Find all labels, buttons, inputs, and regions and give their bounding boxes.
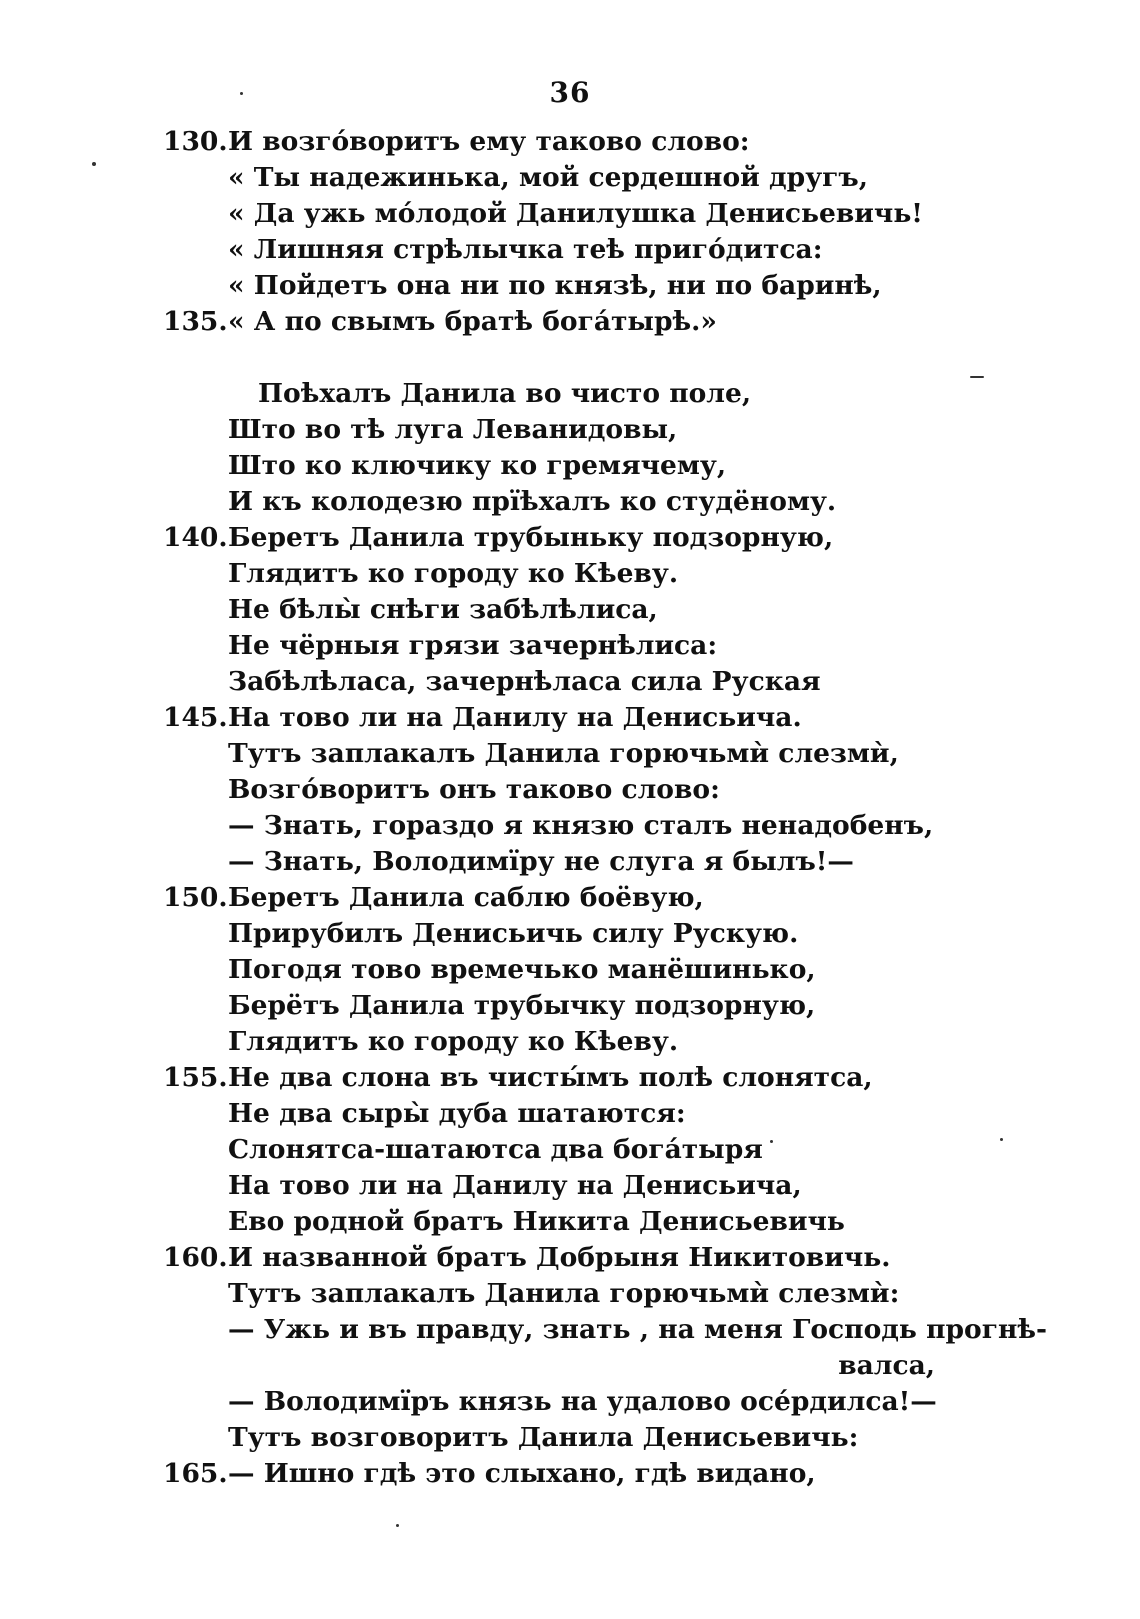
verse-line: [0, 952, 1140, 988]
verse-line: [0, 1276, 1140, 1312]
stanza-3: [0, 1384, 1140, 1492]
verse-text: Беретъ Данила саблю боёвую,: [228, 882, 704, 913]
verse-line: [0, 736, 1140, 772]
verse-line: [0, 1240, 1140, 1276]
verse-line: [0, 196, 1140, 232]
poem-text: [0, 124, 1140, 1492]
verse-text: Не два слона въ чисты́мъ полѣ слонятса,: [228, 1062, 873, 1093]
verse-text: Слонятса-шатаютса два бога́тыря: [228, 1134, 763, 1165]
verse-text: — Знать, гораздо я князю сталъ ненадобенъ,: [228, 810, 934, 841]
verse-line: [0, 880, 1140, 916]
verse-line: [0, 808, 1140, 844]
verse-text: И названной братъ Добрыня Никитовичь.: [228, 1242, 891, 1273]
verse-line: [0, 412, 1140, 448]
verse-line: [0, 988, 1140, 1024]
verse-text: — Володимїръ князь на удалово осе́рдилса!—: [228, 1386, 937, 1417]
verse-line: [0, 124, 1140, 160]
verse-line: [0, 916, 1140, 952]
verse-line: [0, 448, 1140, 484]
verse-number: 160.: [163, 1242, 228, 1273]
verse-text: Ево родной братъ Никита Денисьевичь: [228, 1206, 845, 1237]
verse-text: На тово ли на Данилу на Денисьича,: [228, 1170, 802, 1201]
verse-line: [0, 1456, 1140, 1492]
verse-line: [0, 844, 1140, 880]
verse-text: Глядитъ ко городу ко Кѣеву.: [228, 558, 679, 589]
verse-text: Прирубилъ Денисьичь силу Рускую.: [228, 918, 799, 949]
verse-text: Забѣлѣласа, зачернѣласа сила Руская: [228, 666, 821, 697]
verse-line: [0, 700, 1140, 736]
print-speck: [770, 1140, 773, 1143]
verse-line: [0, 1168, 1140, 1204]
verse-number: 130.: [163, 126, 228, 157]
verse-line: [0, 484, 1140, 520]
stanza-1: [0, 124, 1140, 340]
verse-text: Берётъ Данила трубычку подзорную,: [228, 990, 816, 1021]
stanza-gap: [0, 340, 1140, 376]
verse-line: [0, 1060, 1140, 1096]
print-speck: [1000, 1138, 1003, 1141]
verse-line: [0, 1312, 1140, 1348]
verse-line: [0, 1384, 1140, 1420]
verse-text: Не два сыры̀ дуба шатаются:: [228, 1098, 686, 1129]
print-speck: [92, 162, 96, 166]
verse-text: валса,: [838, 1350, 935, 1381]
verse-text: Возго́воритъ онъ таково слово:: [228, 774, 720, 805]
verse-text: « Да ужь мо́лодой Данилушка Денисьевичь!: [228, 198, 923, 229]
verse-number: 145.: [163, 702, 228, 733]
verse-number: 140.: [163, 522, 228, 553]
verse-line: [0, 520, 1140, 556]
verse-text: — Знать, Володимїру не слуга я былъ!—: [228, 846, 854, 877]
verse-line: [0, 556, 1140, 592]
stanza-2: [0, 412, 1140, 1348]
verse-line: [0, 1420, 1140, 1456]
verse-text: Што во тѣ луга Леванидовы,: [228, 414, 678, 445]
verse-text: — Ужь и въ правду, знать , на меня Господь прогнѣ-: [228, 1314, 1047, 1345]
verse-line: [0, 664, 1140, 700]
verse-line: [0, 1096, 1140, 1132]
verse-text: Беретъ Данила трубыньку подзорную,: [228, 522, 834, 553]
verse-text: Глядитъ ко городу ко Кѣеву.: [228, 1026, 679, 1057]
verse-text: И къ колодезю прїѣхалъ ко студёному.: [228, 486, 837, 517]
verse-text: « Пойдетъ она ни по князѣ, ни по баринѣ,: [228, 270, 882, 301]
verse-text: Што ко ключику ко гремячему,: [228, 450, 727, 481]
verse-text: — Ишно гдѣ это слыхано, гдѣ видано,: [228, 1458, 816, 1489]
verse-line: [0, 160, 1140, 196]
verse-number: 165.: [163, 1458, 228, 1489]
verse-line: [0, 376, 1140, 412]
verse-line: [0, 592, 1140, 628]
print-speck: [240, 92, 243, 95]
print-speck: [396, 1524, 399, 1527]
verse-text: Погодя тово времечько манёшинько,: [228, 954, 816, 985]
verse-line: [0, 304, 1140, 340]
verse-text: Не бѣлы̀ снѣги забѣлѣлиса,: [228, 594, 658, 625]
verse-text: И возго́воритъ ему таково слово:: [228, 126, 750, 157]
verse-text: « Ты надежинька, мой сердешной другъ,: [228, 162, 868, 193]
print-speck: [970, 376, 984, 378]
verse-number: 135.: [163, 306, 228, 337]
verse-text: Не чёрныя грязи зачернѣлиса:: [228, 630, 718, 661]
verse-text: Поѣхалъ Данила во чисто поле,: [258, 378, 752, 409]
verse-line: [0, 268, 1140, 304]
verse-continuation: [0, 1348, 1140, 1384]
verse-text: Тутъ заплакалъ Данила горючьмѝ слезмѝ,: [228, 738, 899, 769]
verse-text: На тово ли на Данилу на Денисьича.: [228, 702, 802, 733]
verse-text: « А по свымъ братѣ бога́тырѣ.»: [228, 306, 717, 337]
verse-line: [0, 232, 1140, 268]
verse-number: 155.: [163, 1062, 228, 1093]
verse-line: [0, 1204, 1140, 1240]
verse-text: Тутъ возговоритъ Данила Денисьевичь:: [228, 1422, 859, 1453]
verse-text: Тутъ заплакалъ Данила горючьмѝ слезмѝ:: [228, 1278, 900, 1309]
page-number: 36: [549, 76, 591, 109]
verse-line: [0, 628, 1140, 664]
verse-line: [0, 772, 1140, 808]
verse-number: 150.: [163, 882, 228, 913]
verse-line: [0, 1024, 1140, 1060]
verse-line: [0, 1132, 1140, 1168]
verse-text: « Лишняя стрѣлычка теѣ приго́дитса:: [228, 234, 823, 265]
